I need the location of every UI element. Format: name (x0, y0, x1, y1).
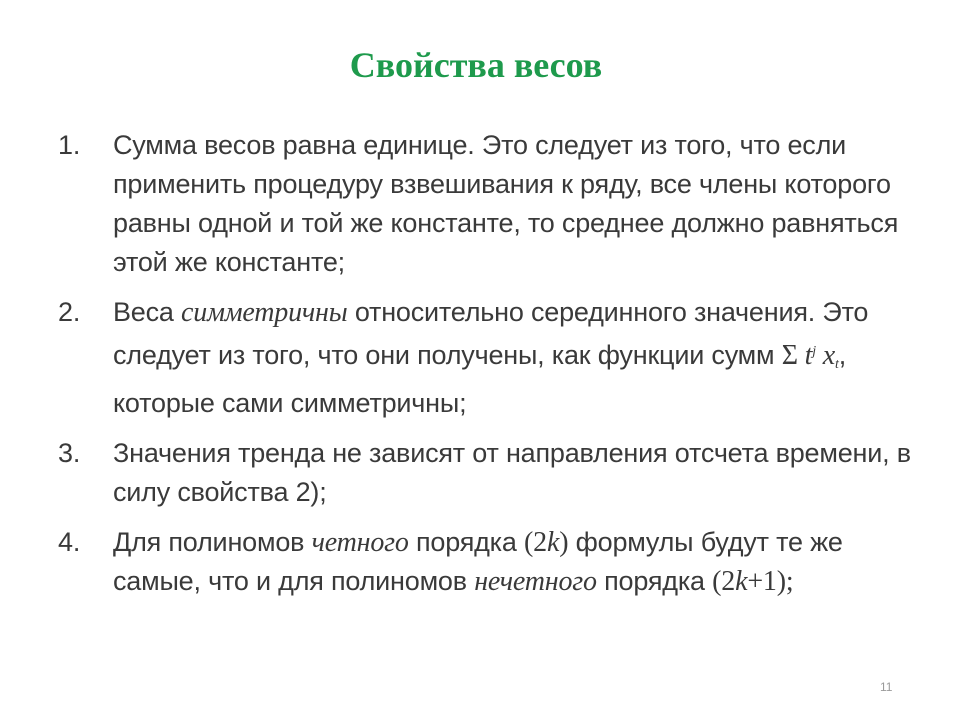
item-text: порядка (408, 527, 525, 557)
item-number: 1. (58, 130, 81, 160)
item-text: относительно серединного значения. Это следует из того, что они получены, как функции сумм (113, 297, 869, 370)
item-text: Для полиномов (113, 527, 312, 557)
item-emphasis: нечетного (474, 566, 597, 597)
formula-x: x (822, 340, 835, 371)
formula-part: ) (559, 527, 569, 558)
item-text: , которые сами симметричны; (113, 340, 846, 418)
list-item-1 (58, 126, 928, 282)
item-text: Веса (113, 297, 182, 327)
formula-k: k (546, 527, 560, 558)
item-number: 2. (58, 297, 81, 327)
formula-part: (2 (524, 527, 547, 558)
item-number: 4. (58, 527, 81, 557)
formula (524, 527, 568, 558)
formula-exponent: j (812, 344, 816, 359)
item-text: формулы будут те же самые, что и для полиномов (113, 527, 843, 596)
item-text: Значения тренда не зависят от направления отсчета времени, в силу свойства 2); (113, 438, 911, 507)
formula-subscript: t (834, 357, 839, 372)
formula-part: (2 (712, 566, 736, 597)
list-item-4 (58, 523, 928, 601)
item-emphasis: симметричны (181, 297, 348, 328)
item-number: 3. (58, 438, 81, 468)
item-text: порядка (596, 566, 713, 596)
sigma-symbol: Σ (781, 340, 798, 371)
properties-list (58, 126, 928, 612)
formula (712, 566, 793, 597)
formula-t: t (804, 340, 813, 371)
list-item-3 (58, 434, 928, 512)
formula (782, 340, 839, 371)
page-number: 11 (880, 680, 893, 694)
item-text: Сумма весов равна единице. Это следует из того, что если применить процедуру взвешивания к ряду, все члены которого равны одной и той же константе, то среднее должно равняться этой же константе; (113, 130, 899, 277)
item-emphasis: четного (311, 527, 409, 558)
list-item-2 (58, 293, 928, 423)
slide-title: Свойства весов (349, 45, 603, 85)
formula-k: k (735, 566, 748, 597)
formula-part: +1); (747, 566, 794, 597)
